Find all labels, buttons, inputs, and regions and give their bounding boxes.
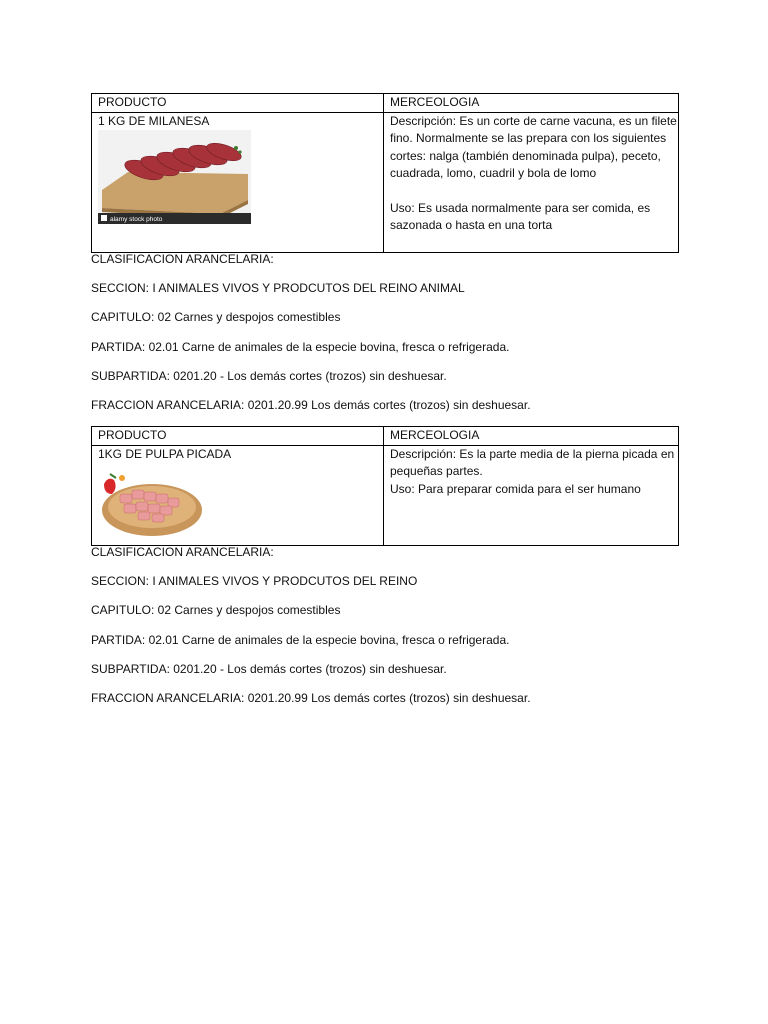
product-description: Descripción: Es un corte de carne vacuna, es un filete fino. Normalmente se las prepara con los siguientes cortes: nalga (también denominada pulpa), peceto, cuadrada, lomo, cuadril y bola de lomo bbox=[390, 113, 677, 180]
table-row bbox=[92, 112, 679, 252]
partida-line: PARTIDA: 02.01 Carne de animales de la especie bovina, fresca o refrigerada. bbox=[91, 633, 510, 647]
header-producto: PRODUCTO bbox=[92, 94, 384, 113]
fraccion-line: FRACCION ARANCELARIA: 0201.20.99 Los demás cortes (trozos) sin deshuesar. bbox=[91, 398, 531, 412]
subpartida-line: SUBPARTIDA: 0201.20 - Los demás cortes (trozos) sin deshuesar. bbox=[91, 662, 447, 676]
product-name: 1KG DE PULPA PICADA bbox=[98, 446, 232, 461]
pulpa-picada-image bbox=[98, 464, 203, 537]
product-name: 1 KG DE MILANESA bbox=[98, 113, 210, 128]
clasificacion-title: CLASIFICACION ARANCELARIA: bbox=[91, 252, 274, 266]
capitulo-line: CAPITULO: 02 Carnes y despojos comestibles bbox=[91, 603, 341, 617]
capitulo-line: CAPITULO: 02 Carnes y despojos comestibles bbox=[91, 310, 341, 324]
product-table-1 bbox=[91, 93, 679, 253]
product-usage: Uso: Para preparar comida para el ser humano bbox=[390, 481, 641, 496]
product-cell bbox=[92, 445, 384, 545]
header-merceologia: MERCEOLOGIA bbox=[384, 94, 679, 113]
clasificacion-block-1 bbox=[91, 252, 691, 422]
fraccion-line: FRACCION ARANCELARIA: 0201.20.99 Los demás cortes (trozos) sin deshuesar. bbox=[91, 691, 531, 705]
product-usage: Uso: Es usada normalmente para ser comida, es sazonada o hasta en una torta bbox=[390, 200, 651, 232]
table-header-row bbox=[92, 94, 679, 113]
product-table-2 bbox=[91, 426, 679, 546]
merceologia-cell bbox=[384, 445, 679, 545]
table-header-row bbox=[92, 427, 679, 446]
merceologia-cell bbox=[384, 112, 679, 252]
clasificacion-title: CLASIFICACION ARANCELARIA: bbox=[91, 545, 274, 559]
milanesa-image bbox=[98, 130, 251, 224]
clasificacion-block-2 bbox=[91, 545, 691, 715]
header-merceologia: MERCEOLOGIA bbox=[384, 427, 679, 446]
seccion-line: SECCION: I ANIMALES VIVOS Y PRODCUTOS DEL REINO ANIMAL bbox=[91, 281, 465, 295]
seccion-line: SECCION: I ANIMALES VIVOS Y PRODCUTOS DEL REINO bbox=[91, 574, 418, 588]
header-producto: PRODUCTO bbox=[92, 427, 384, 446]
product-description: Descripción: Es la parte media de la pierna picada en pequeñas partes. bbox=[390, 446, 675, 478]
partida-line: PARTIDA: 02.01 Carne de animales de la especie bovina, fresca o refrigerada. bbox=[91, 340, 510, 354]
alamy-watermark: alamy stock photo bbox=[110, 216, 163, 223]
table-row bbox=[92, 445, 679, 545]
product-cell bbox=[92, 112, 384, 252]
subpartida-line: SUBPARTIDA: 0201.20 - Los demás cortes (trozos) sin deshuesar. bbox=[91, 369, 447, 383]
